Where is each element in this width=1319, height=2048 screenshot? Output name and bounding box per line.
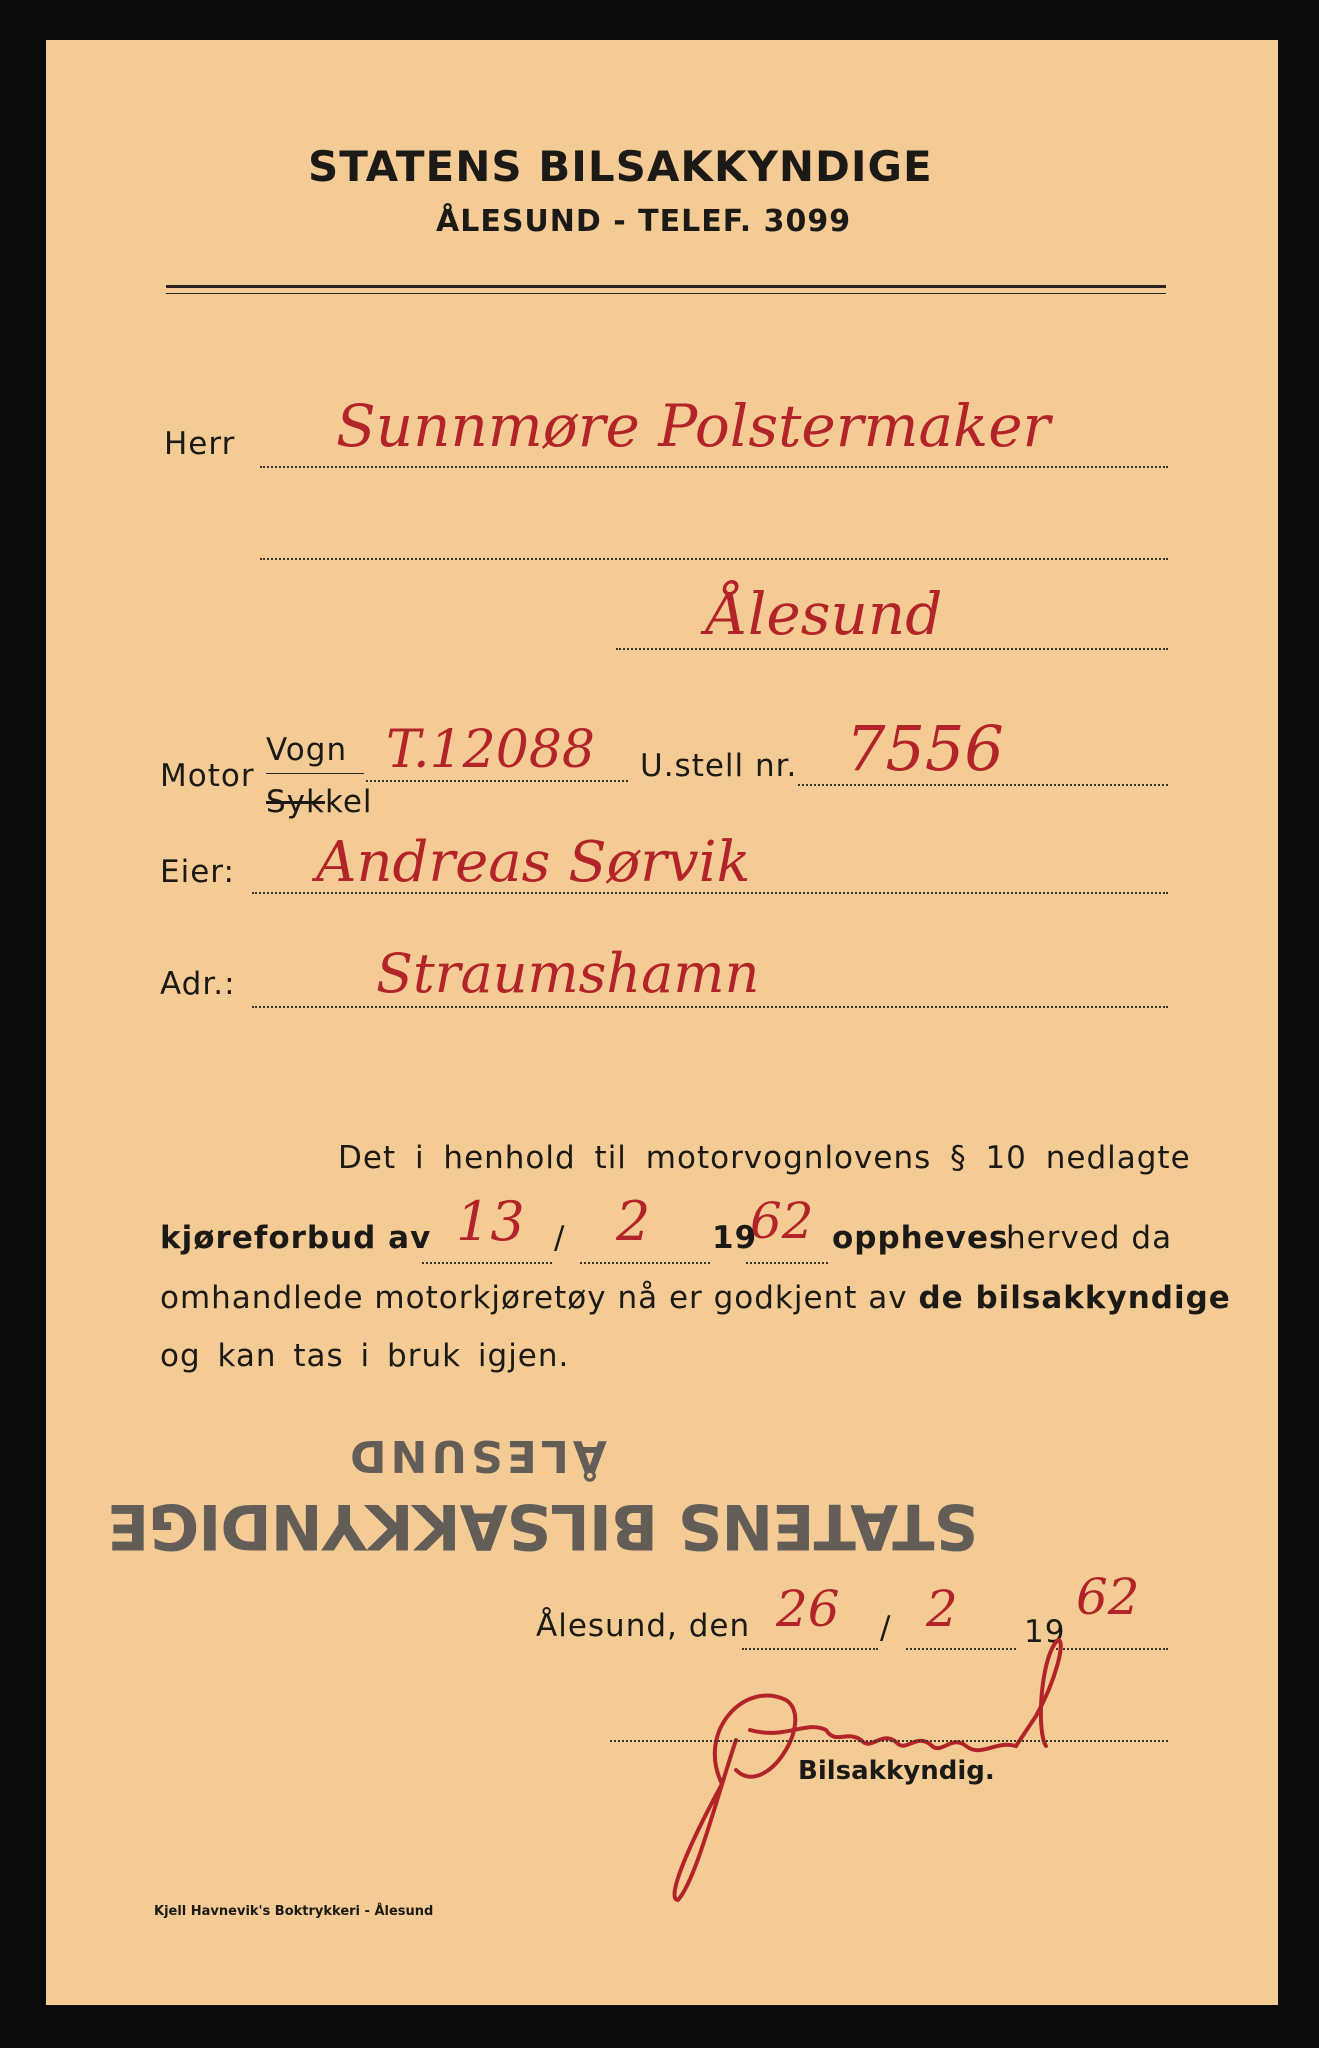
adr-label: Adr.: — [160, 966, 236, 1002]
signature-line — [610, 1740, 1168, 1742]
body-line-4: og kan tas i bruk igjen. — [160, 1338, 570, 1374]
forbud-month-handwritten: 2 — [616, 1190, 651, 1253]
signoff-place: Ålesund, den — [536, 1608, 751, 1644]
body-line-3-bold: de bilsakkyndige — [918, 1280, 1231, 1316]
oppheves-text: oppheves — [832, 1220, 1009, 1256]
herved-text: herved da — [1006, 1220, 1173, 1256]
printer-credit: Kjell Havnevik's Boktrykkeri - Ålesund — [154, 1904, 434, 1919]
sykkel-rest: kel — [324, 784, 373, 820]
page-title: STATENS BILSAKKYNDIGE — [308, 142, 933, 191]
signoff-year-handwritten: 62 — [1076, 1568, 1140, 1626]
sykkel-struck-part: Syk — [266, 784, 325, 820]
signoff-day-handwritten: 26 — [776, 1580, 840, 1638]
signoff-year-prefix: 19 — [1024, 1614, 1066, 1650]
forbud-year-handwritten: 62 — [750, 1192, 814, 1250]
stamp-city: ÅLESUND — [346, 1430, 607, 1481]
motor-label: Motor — [160, 758, 255, 794]
kjoreforbud-label: kjøreforbud av — [160, 1220, 432, 1256]
eier-label: Eier: — [160, 854, 235, 890]
body-line-1: Det i henhold til motorvognlovens § 10 nedlagte — [338, 1140, 1191, 1176]
eier-value-handwritten: Andreas Sørvik — [316, 830, 751, 895]
vogn-label: Vogn — [266, 732, 348, 768]
body-line-3-text: omhandlede motorkjøretøy nå er godkjent av — [160, 1280, 908, 1316]
vogn-value-handwritten: T.12088 — [386, 720, 595, 780]
page-subtitle: ÅLESUND - TELEF. 3099 — [436, 204, 852, 239]
ustell-label: U.stell nr. — [640, 748, 798, 784]
forbud-year-prefix: 19 — [712, 1220, 758, 1256]
signoff-month-handwritten: 2 — [926, 1580, 958, 1638]
ustell-value-handwritten: 7556 — [846, 712, 1004, 785]
forbud-day-handwritten: 13 — [456, 1190, 525, 1253]
signature — [46, 40, 1278, 2005]
adr-value-handwritten: Straumshamn — [376, 942, 760, 1005]
herr-name-handwritten: Sunnmøre Polstermaker — [336, 392, 1051, 460]
document-page — [46, 40, 1278, 2005]
signoff-role: Bilsakkyndig. — [798, 1756, 995, 1786]
signoff-slash: / — [880, 1610, 892, 1646]
herr-city-handwritten: Ålesund — [706, 580, 943, 648]
herr-label: Herr — [164, 426, 236, 462]
stamp-office: STATENS BILSAKKYNDIGE — [108, 1490, 979, 1563]
forbud-slash: / — [554, 1220, 566, 1256]
